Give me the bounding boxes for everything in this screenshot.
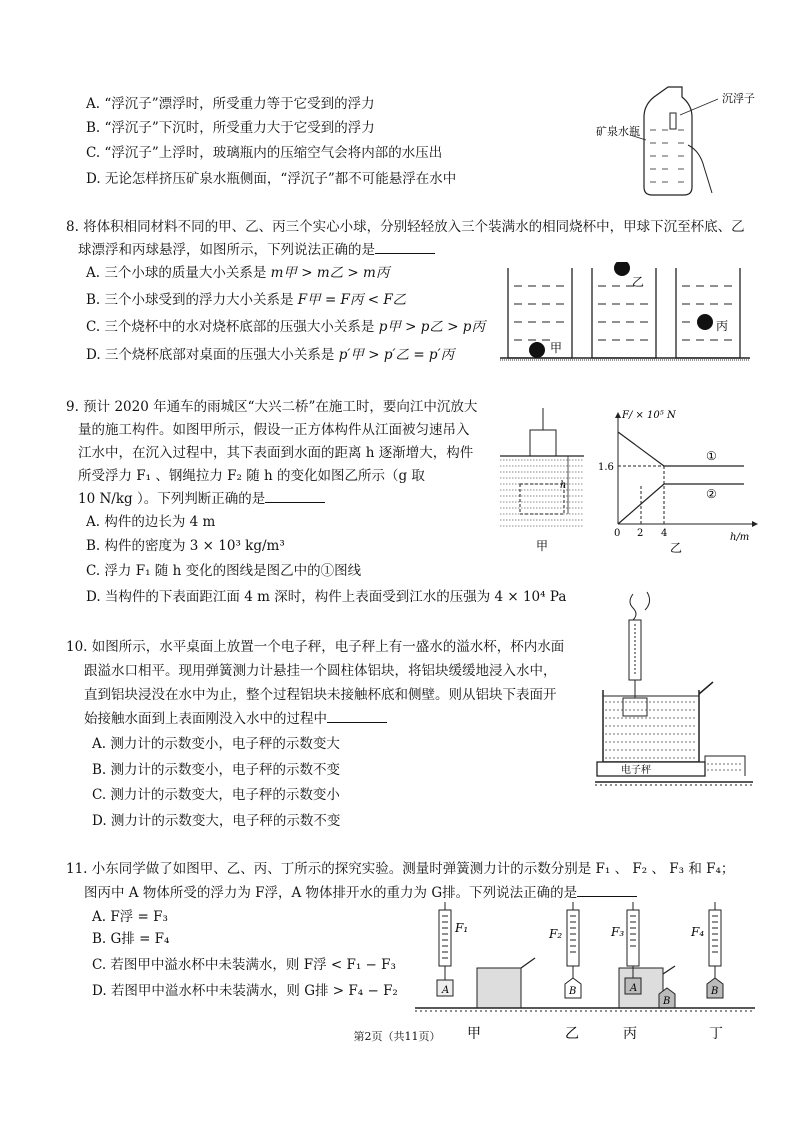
q8-stem-line1: 8. 将体积相同材料不同的甲、乙、丙三个实心小球，分别轻轻放入三个装满水的相同烧杯中，甲球下沉至杯底、乙 <box>66 219 745 235</box>
q9-stem-line1: 9. 预计 2020 年通车的雨城区“大兴二桥”在施工时，要向江中沉放大 <box>66 399 478 415</box>
q8-stem-line2: 球漂浮和丙球悬浮，如图所示，下列说法正确的是 <box>78 241 435 259</box>
bing-block-a: A <box>630 983 638 994</box>
jia-block-a: A <box>442 985 450 996</box>
ball-yi-label: 乙 <box>632 275 645 289</box>
y-axis-label: F/ × 10⁵ N <box>622 410 676 421</box>
ball-bing-label: 丙 <box>716 319 729 333</box>
fig-yi: 乙 <box>565 1026 579 1042</box>
q10-stem-line4: 始接触水面到上表面刚没入水中的过程中 <box>84 710 387 728</box>
x-tick-2: 2 <box>637 528 644 539</box>
x-axis-label: h/m <box>730 532 750 543</box>
graph-line-2 <box>618 432 744 466</box>
q9-stem-line4: 所受浮力 F₁ 、钢绳拉力 F₂ 随 h 的变化如图乙所示（g 取 <box>78 468 425 484</box>
q10-stem-line1: 10. 如图所示，水平桌面上放置一个电子秤，电子秤上有一盛水的溢水杯，杯内水面 <box>66 639 565 655</box>
q9-stem-line2: 量的施工构件。如图甲所示，假设一正方体构件从江面被匀速吊入 <box>78 422 470 438</box>
q9-fig-jia <box>498 408 588 553</box>
page-footer: 第2页（共11页） <box>353 1030 441 1043</box>
q11-stem-line1: 11. 小东同学做了如图甲、乙、丙、丁所示的探究实验。测量时弹簧测力计的示数分别是 F₁ 、 F₂ 、 F₃ 和 F₄； <box>66 861 735 877</box>
f3-label: F₃ <box>611 925 625 939</box>
q8-option-b: B. 三个小球受到的浮力大小关系是 F甲 = F丙 < F乙 <box>86 292 407 308</box>
q10-option-a: A. 测力计的示数变小，电子秤的示数变大 <box>92 736 340 752</box>
q10-stem-line2: 跟溢水口相平。现用弹簧测力计悬挂一个圆柱体铝块，将铝块缓缓地浸入水中， <box>84 663 557 679</box>
bing-block-b: B <box>663 996 671 1007</box>
fig-yi-label: 乙 <box>670 541 683 555</box>
q9-stem-line3: 江水中，在沉入过程中，其下表面到水面的距离 h 逐渐增大，构件 <box>78 445 474 461</box>
q9-option-b: B. 构件的密度为 3 × 10³ kg/m³ <box>86 538 285 554</box>
y-tick-1-6: 1.6 <box>598 462 614 473</box>
q9-option-c: C. 浮力 F₁ 随 h 变化的图线是图乙中的①图线 <box>86 563 362 579</box>
q11-experiment-figure <box>415 902 755 1047</box>
x-tick-4: 4 <box>661 528 668 539</box>
x-tick-0: 0 <box>614 528 621 539</box>
f2-label: F₂ <box>549 927 563 941</box>
h-label: h <box>560 480 567 491</box>
q10-option-b: B. 测力计的示数变小，电子秤的示数不变 <box>92 762 341 778</box>
fig-jia-label: 甲 <box>536 539 549 553</box>
q8-option-c: C. 三个烧杯中的水对烧杯底部的压强大小关系是 p甲 > p乙 > p丙 <box>86 319 485 335</box>
bottle-label: 矿泉水瓶 <box>596 125 640 138</box>
q11-option-b: B. G排 = F₄ <box>92 931 170 947</box>
f4-label: F₄ <box>691 925 705 939</box>
ball-jia-label: 甲 <box>550 341 563 355</box>
q11-stem-line2: 图丙中 A 物体所受的浮力为 F浮，A 物体排开水的重力为 G排。下列说法正确的是 <box>84 884 637 902</box>
q10-stem-line3: 直到铝块浸没在水中为止，整个过程铝块未接触杯底和侧壁。则从铝块下表面开 <box>84 687 557 703</box>
q8-option-d: D. 三个烧杯底部对桌面的压强大小关系是 p′甲 > p′乙 = p′丙 <box>86 347 455 363</box>
q8-option-a: A. 三个小球的质量大小关系是 m甲 > m乙 > m丙 <box>86 265 390 281</box>
q7-bottle-figure <box>590 85 780 200</box>
q11-option-d: D. 若图甲中溢水杯中未装满水，则 G排 > F₄ − F₂ <box>92 983 398 999</box>
graph-line-1 <box>618 484 744 524</box>
q9-fig-yi-graph <box>594 406 762 556</box>
q8-beakers-figure <box>500 262 760 372</box>
fig-jia: 甲 <box>467 1026 481 1042</box>
q11-option-c: C. 若图甲中溢水杯中未装满水，则 F浮 < F₁ − F₃ <box>92 957 396 973</box>
yi-block-b: B <box>569 986 577 997</box>
q10-option-c: C. 测力计的示数变大，电子秤的示数变小 <box>92 787 340 803</box>
fig-ding: 丁 <box>709 1026 723 1042</box>
q10-scale-figure <box>595 590 755 800</box>
diver-label: 沉浮子 <box>722 92 755 105</box>
q7-option-d: D. 无论怎样挤压矿泉水瓶侧面，“浮沉子”都不可能悬浮在水中 <box>86 171 457 187</box>
q9-stem-line5: 10 N/kg ）。下列判断正确的是 <box>78 490 325 508</box>
scale-label: 电子秤 <box>621 765 651 776</box>
q7-option-a: A. “浮沉子”漂浮时，所受重力等于它受到的浮力 <box>86 96 375 112</box>
q9-option-d: D. 当构件的下表面距江面 4 m 深时，构件上表面受到江水的压强为 4 × 10⁴ Pa <box>86 589 567 605</box>
q7-option-b: B. “浮沉子”下沉时，所受重力大于它受到的浮力 <box>86 120 375 136</box>
line-1-label: ① <box>706 449 717 463</box>
q7-option-c: C. “浮沉子”上浮时，玻璃瓶内的压缩空气会将内部的水压出 <box>86 145 443 161</box>
f1-label: F₁ <box>455 921 469 935</box>
q10-option-d: D. 测力计的示数变大，电子秤的示数不变 <box>92 813 341 829</box>
line-2-label: ② <box>706 487 717 501</box>
q11-option-a: A. F浮 = F₃ <box>92 909 168 925</box>
q9-option-a: A. 构件的边长为 4 m <box>86 514 216 530</box>
fig-bing: 丙 <box>623 1026 637 1042</box>
ding-block-b: B <box>711 986 719 997</box>
